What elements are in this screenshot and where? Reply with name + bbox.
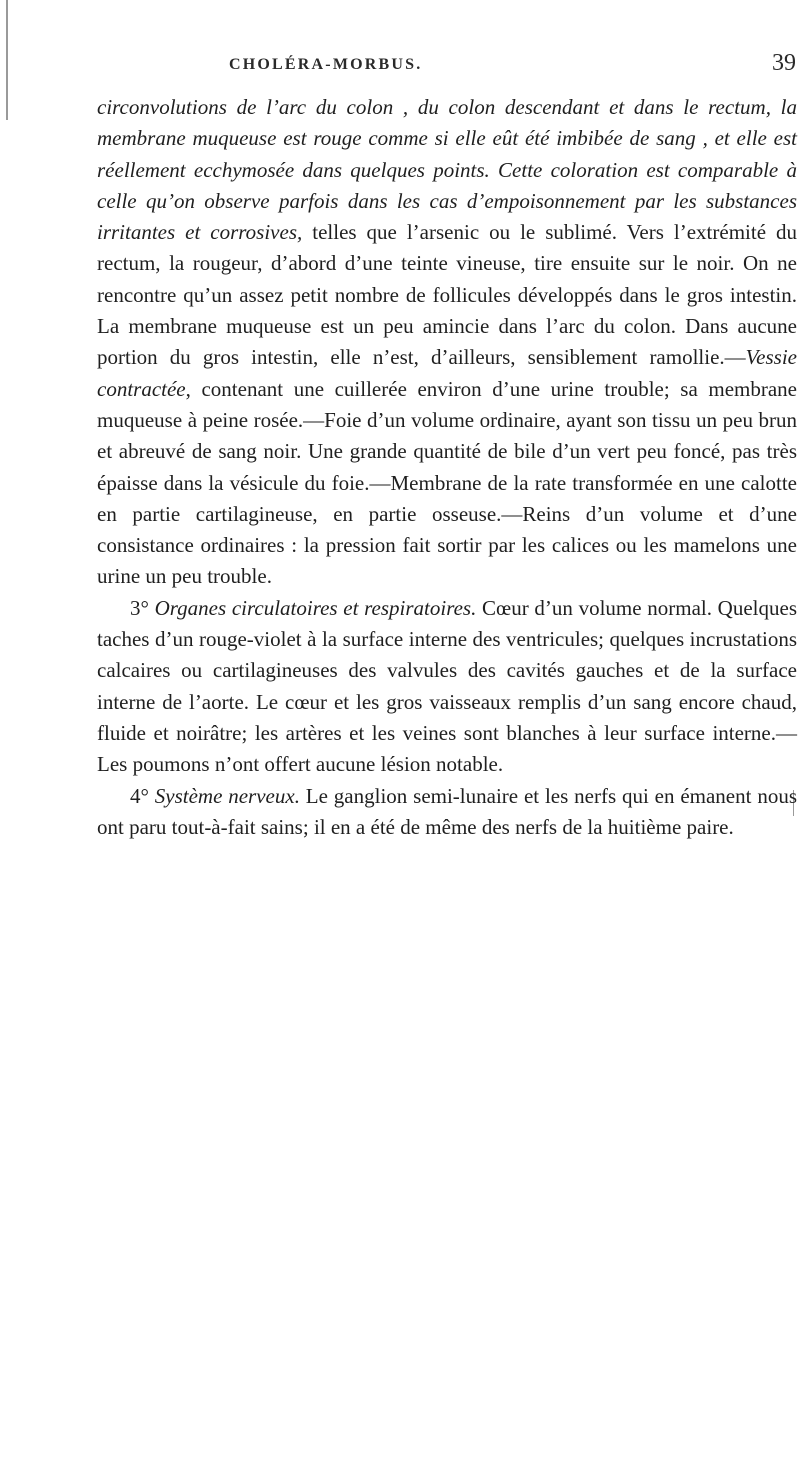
italic-subheading-vessie: Vessie contractée bbox=[97, 345, 797, 401]
page-number: 39 bbox=[772, 50, 796, 76]
running-title: CHOLÉRA-MORBUS. bbox=[229, 56, 423, 73]
text-run: Le ganglion semi-lunaire et les nerfs qui en émanent nous ont paru tout-à-fait sains; il en a été de même des nerfs de la huitième paire. bbox=[97, 783, 797, 839]
text-run: , contenant une cuillerée environ d’une urine trouble; sa membrane muqueuse à peine rosée.—Foie d’un volume ordinaire, ayant son tissu un peu brun et abreuvé de sang noir. Une grande quantité de bile d’un vert peu foncé, pas très épaisse dans la vésicule du foie.—Membrane de la rate transformée en une calotte en partie cartilagineuse, en partie osseuse.—Reins d’un volume et d’une consistance ordinaires : la pression fait sortir par les calices ou les mamelons une urine un peu trouble. bbox=[97, 376, 797, 589]
paragraph-circulatory-organs bbox=[97, 593, 797, 781]
section-number: 4° bbox=[130, 783, 155, 808]
section-heading: Organes circulatoires et respiratoires. bbox=[154, 595, 477, 620]
left-margin-scan-line bbox=[6, 0, 8, 120]
section-number: 3° bbox=[130, 595, 155, 620]
paragraph-nervous-system bbox=[97, 781, 797, 844]
italic-passage: circonvolutions de l’arc du colon , du colon descendant et dans le rectum, la membrane muqueuse est rouge comme si elle eût été imbibée de sang , et elle est réellement ecchymosée dans quelques points. Cette coloration est comparable à celle qu’on observe parfois dans les cas d’empoisonnement par les substances irritantes et corrosives, bbox=[97, 95, 797, 245]
text-run: Cœur d’un volume normal. Quelques taches d’un rouge-violet à la surface interne des ventricules; quelques incrustations calcaires ou cartilagineuses des valvules des cavités gauches et de la surface interne de l’aorte. Le cœur et les gros vaisseaux remplis d’un sang encore chaud, fluide et noirâtre; les artères et les veines sont blanches à leur surface interne.—Les poumons n’ont offert aucune lésion notable. bbox=[97, 595, 797, 777]
paragraph-autopsy-abdomen bbox=[97, 92, 797, 593]
body-text bbox=[97, 92, 797, 843]
text-run: telles que l’arsenic ou le sublimé. Vers l’extrémité du rectum, la rougeur, d’abord d’une teinte vineuse, tire ensuite sur le noir. On ne rencontre qu’un assez petit nombre de follicules développés dans le gros intestin. La membrane muqueuse est un peu amincie dans l’arc du colon. Dans aucune portion du gros intestin, elle n’est, d’ailleurs, sensiblement ramollie.— bbox=[97, 220, 797, 370]
section-heading: Système nerveux. bbox=[154, 783, 300, 808]
